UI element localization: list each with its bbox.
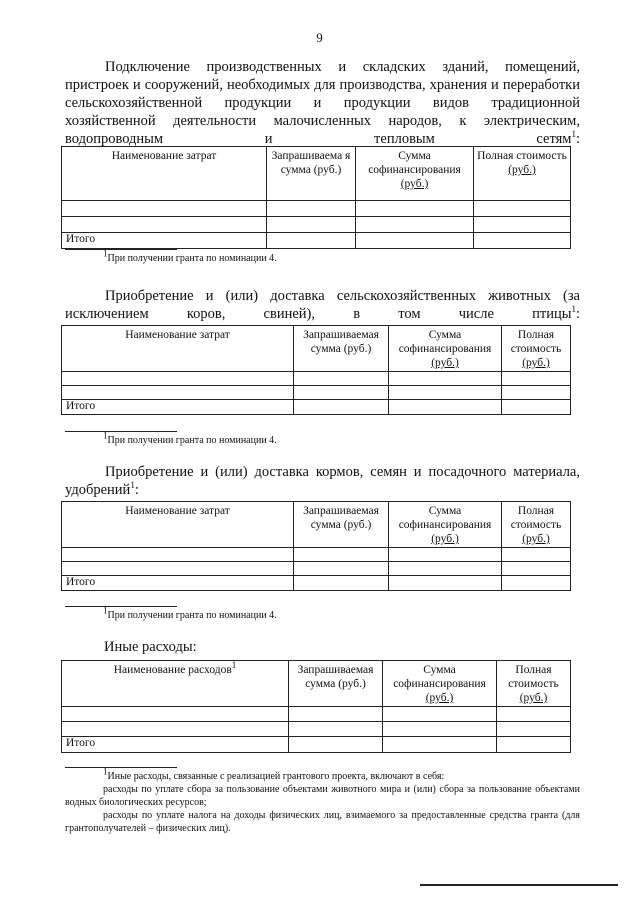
table-cell[interactable] [356,201,474,217]
footnote-4-lead: $^1$Иные расходы, связанные с реализацией грантового проекта, включают в себя: [103,766,445,782]
table-cell[interactable] [294,562,389,576]
header-total-cost: Полная стоимость (руб.) [502,502,571,548]
table-cell[interactable] [474,201,571,217]
table-cell[interactable] [389,372,502,386]
section-2-intro: Приобретение и (или) доставка сельскохозяйственных животных (за исключением коров, свиней), в том числе птицы$^1$: [65,288,580,322]
footnote-3: $^1$При получении гранта по номинации 4. [103,605,277,621]
table-cell[interactable] [389,576,502,591]
footnote-rule [65,431,177,432]
table-row [62,707,571,722]
table-cell[interactable] [267,201,356,217]
table-cell[interactable] [289,707,383,722]
total-label: Итого [62,737,289,753]
header-name: Наименование затрат [62,326,294,372]
header-requested: Запрашиваемая сумма (руб.) [289,661,383,707]
table-cell[interactable] [294,386,389,400]
table-cell[interactable] [62,217,267,233]
table-total-row [62,576,571,591]
table-header-row [62,661,571,707]
table-cell[interactable] [62,201,267,217]
section-1-intro: Подключение производственных и складских зданий, помещений, пристроек и сооружений, необходимых для производства, хранения и переработки сельскохозяйственной продукции и продукции видов традиционной хозяйственной деятельности малочисленных народов, к электрическим, водопроводным и тепловым сетям$^1$: [65,59,580,147]
table-cell[interactable] [389,400,502,415]
footnote-rule [65,606,177,607]
table-cell[interactable] [502,548,571,562]
table-row [62,562,571,576]
table-cell[interactable] [383,707,497,722]
table-cell[interactable] [289,722,383,737]
table-cell[interactable] [294,548,389,562]
cost-table-2 [61,325,571,415]
footnote-4-item: расходы по уплате сбора за пользование объектами животного мира и (или) сбора за пользование объектами водных биологических ресурсов; [65,784,580,808]
table-total-row [62,400,571,415]
page-number: 9 [316,30,323,45]
table-cell[interactable] [383,737,497,753]
table-cell[interactable] [62,386,294,400]
table-cell[interactable] [497,722,571,737]
table-cell[interactable] [497,737,571,753]
table-cell[interactable] [389,548,502,562]
header-total-cost: Полная стоимость (руб.) [474,147,571,201]
footnote-1: $^1$При получении гранта по номинации 4. [103,248,277,264]
header-requested: Запрашиваемая сумма (руб.) [294,326,389,372]
header-name: Наименование затрат [62,147,267,201]
total-label: Итого [62,576,294,591]
footnote-4 [65,766,580,835]
table-row [62,372,571,386]
header-requested: Запрашиваемая сумма (руб.) [294,502,389,548]
footnote-rule [65,767,177,768]
table-cell[interactable] [62,548,294,562]
section-3-intro: Приобретение и (или) доставка кормов, семян и посадочного материала, удобрений$^1$: [65,464,580,498]
table-cell[interactable] [267,233,356,249]
table-cell[interactable] [294,576,389,591]
table-cell[interactable] [356,217,474,233]
section-4-heading: Иные расходы: [104,639,197,655]
table-cell[interactable] [267,217,356,233]
table-header-row [62,326,571,372]
cost-table-3 [61,501,571,591]
bottom-rule [420,884,618,886]
header-name: Наименование затрат [62,502,294,548]
header-name: Наименование расходов$^1$ [62,661,289,707]
header-cofinancing: Сумма софинансирования (руб.) [389,502,502,548]
table-cell[interactable] [389,386,502,400]
table-cell[interactable] [62,722,289,737]
header-requested: Запрашиваема я сумма (руб.) [267,147,356,201]
table-cell[interactable] [383,722,497,737]
footnote-4-item: расходы по уплате налога на доходы физических лиц, взимаемого за предоставленные средства гранта (для грантополучателей – физических лиц). [65,810,580,834]
table-cell[interactable] [389,562,502,576]
table-cell[interactable] [294,400,389,415]
table-cell[interactable] [497,707,571,722]
footnote-rule [65,249,177,250]
table-cell[interactable] [474,217,571,233]
table-cell[interactable] [502,562,571,576]
table-row [62,201,571,217]
table-cell[interactable] [474,233,571,249]
table-total-row [62,737,571,753]
table-cell[interactable] [294,372,389,386]
table-cell[interactable] [62,372,294,386]
table-cell[interactable] [502,400,571,415]
table-total-row [62,233,571,249]
total-label: Итого [62,233,267,249]
table-header-row [62,147,571,201]
cost-table-1 [61,146,571,249]
footnote-2: $^1$При получении гранта по номинации 4. [103,430,277,446]
table-cell[interactable] [289,737,383,753]
header-cofinancing: Сумма софинансирования (руб.) [389,326,502,372]
header-cofinancing: Сумма софинансирования (руб.) [383,661,497,707]
table-row [62,722,571,737]
header-cofinancing: Сумма софинансирования (руб.) [356,147,474,201]
table-header-row [62,502,571,548]
table-row [62,548,571,562]
table-cell[interactable] [502,386,571,400]
table-row [62,217,571,233]
total-label: Итого [62,400,294,415]
table-row [62,386,571,400]
table-cell[interactable] [502,576,571,591]
table-cell[interactable] [502,372,571,386]
table-cell[interactable] [62,562,294,576]
header-total-cost: Полная стоимость (руб.) [502,326,571,372]
cost-table-4 [61,660,571,753]
table-cell[interactable] [62,707,289,722]
header-total-cost: Полная стоимость (руб.) [497,661,571,707]
table-cell[interactable] [356,233,474,249]
